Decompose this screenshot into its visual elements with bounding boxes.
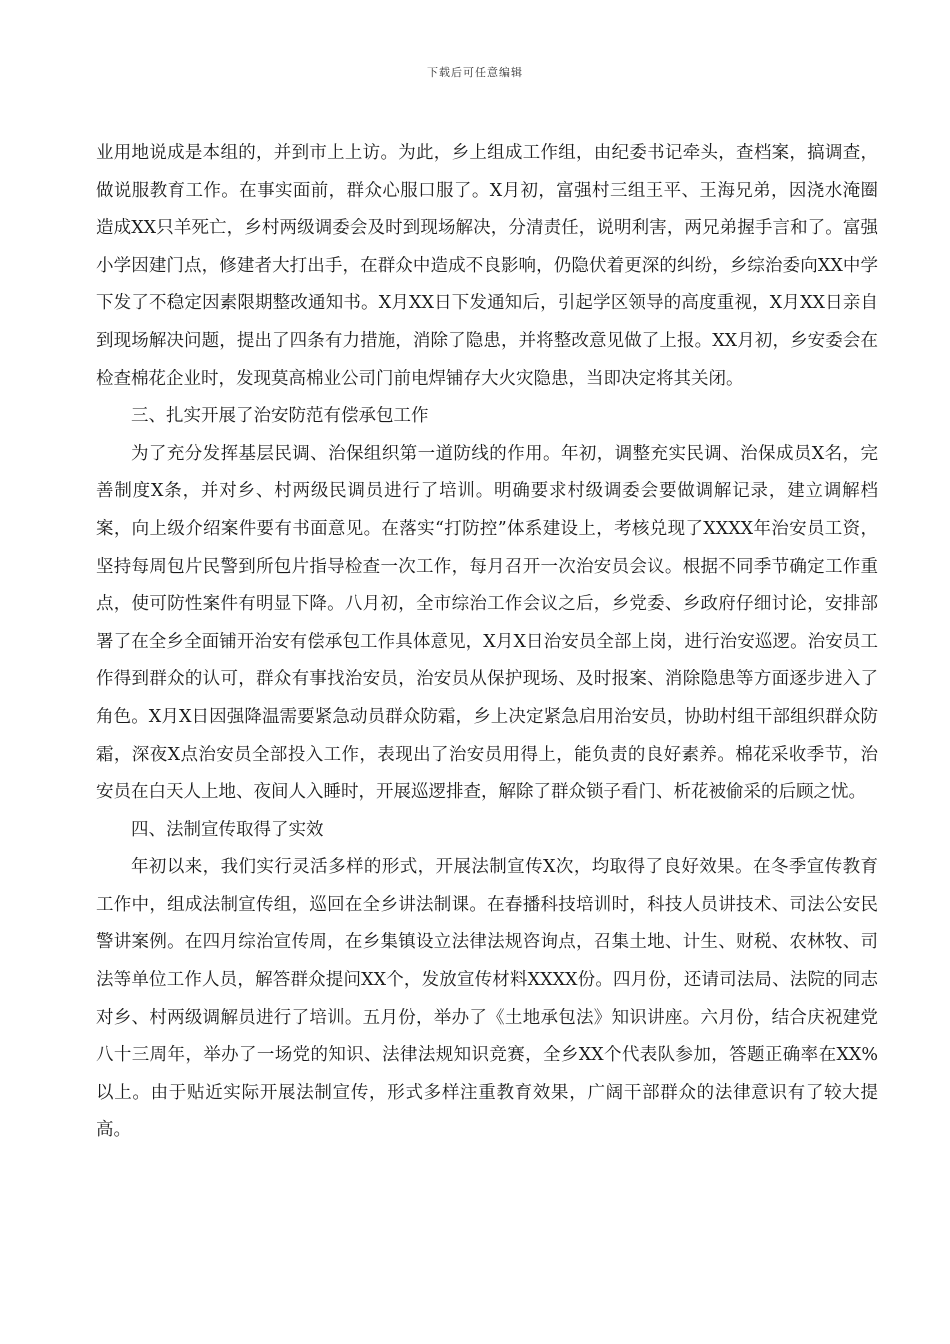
paragraph-legal-publicity: 年初以来，我们实行灵活多样的形式，开展法制宣传X次，均取得了良好效果。在冬季宣传教育工作中，组成法制宣传组，巡回在全乡讲法制课。在春播科技培训时，科技人员讲技术、司法公安民警讲案例。在四月综治宣传周，在乡集镇设立法律法规咨询点，召集土地、计生、财税、农林牧、司法等单位工作人员，解答群众提问XX个，发放宣传材料XXXX份。四月份，还请司法局、法院的同志对乡、村两级调解员进行了培训。五月份，举办了《土地承包法》知识讲座。六月份，结合庆祝建党八十三周年，举办了一场党的知识、法律法规知识竞赛，全乡XX个代表队参加，答题正确率在XX%以上。由于贴近实际开展法制宣传，形式多样注重教育效果，广阔干部群众的法律意识有了较大提高。 [96,857,878,1141]
section-heading-security-contract: 三、扎实开展了治安防范有偿承包工作 [131,406,429,427]
paragraph-land-dispute: 业用地说成是本组的，并到市上上访。为此，乡上组成工作组，由纪委书记牵头，查档案，搞调查，做说服教育工作。在事实面前，群众心服口服了。X月初，富强村三组王平、王海兄弟，因浇水淹圈造成XX只羊死亡，乡村两级调委会及时到现场解决，分清责任，说明利害，两兄弟握手言和了。富强小学因建门点，修建者大打出手，在群众中造成不良影响，仍隐伏着更深的纠纷，乡综治委向XX中学下发了不稳定因素限期整改通知书。X月XX日下发通知后，引起学区领导的高度重视，X月XX日亲自到现场解决问题，提出了四条有力措施，消除了隐患，并将整改意见做了上报。XX月初，乡安委会在检查棉花企业时，发现莫高棉业公司门前电焊铺存大火灾隐患，当即决定将其关闭。 [96,143,878,389]
page-header-note: 下载后可任意编辑 [427,66,523,79]
section-heading-legal-publicity: 四、法制宣传取得了实效 [131,819,324,840]
paragraph-security-contract: 为了充分发挥基层民调、治保组织第一道防线的作用。年初，调整充实民调、治保成员X名，完善制度X条，并对乡、村两级民调员进行了培训。明确要求村级调委会要做调解记录，建立调解档案，向上级介绍案件要有书面意见。在落实“打防控”体系建设上，考核兑现了XXXX年治安员工资，坚持每周包片民警到所包片指导检查一次工作，每月召开一次治安员会议。根据不同季节确定工作重点，使可防性案件有明显下降。八月初，全市综治工作会议之后，乡党委、乡政府仔细讨论，安排部署了在全乡全面铺开治安有偿承包工作具体意见，X月X日治安员全部上岗，进行治安巡逻。治安员工作得到群众的认可，群众有事找治安员，治安员从保护现场、及时报案、消除隐患等方面逐步进入了角色。X月X日因强降温需要紧急动员群众防霜，乡上决定紧急启用治安员，协助村组干部组织群众防霜，深夜X点治安员全部投入工作，表现出了治安员用得上，能负责的良好素养。棉花采收季节，治安员在白天人上地、夜间人入睡时，开展巡逻排查，解除了群众锁子看门、析花被偷采的后顾之忧。 [96,443,878,803]
document-body [96,135,878,1150]
